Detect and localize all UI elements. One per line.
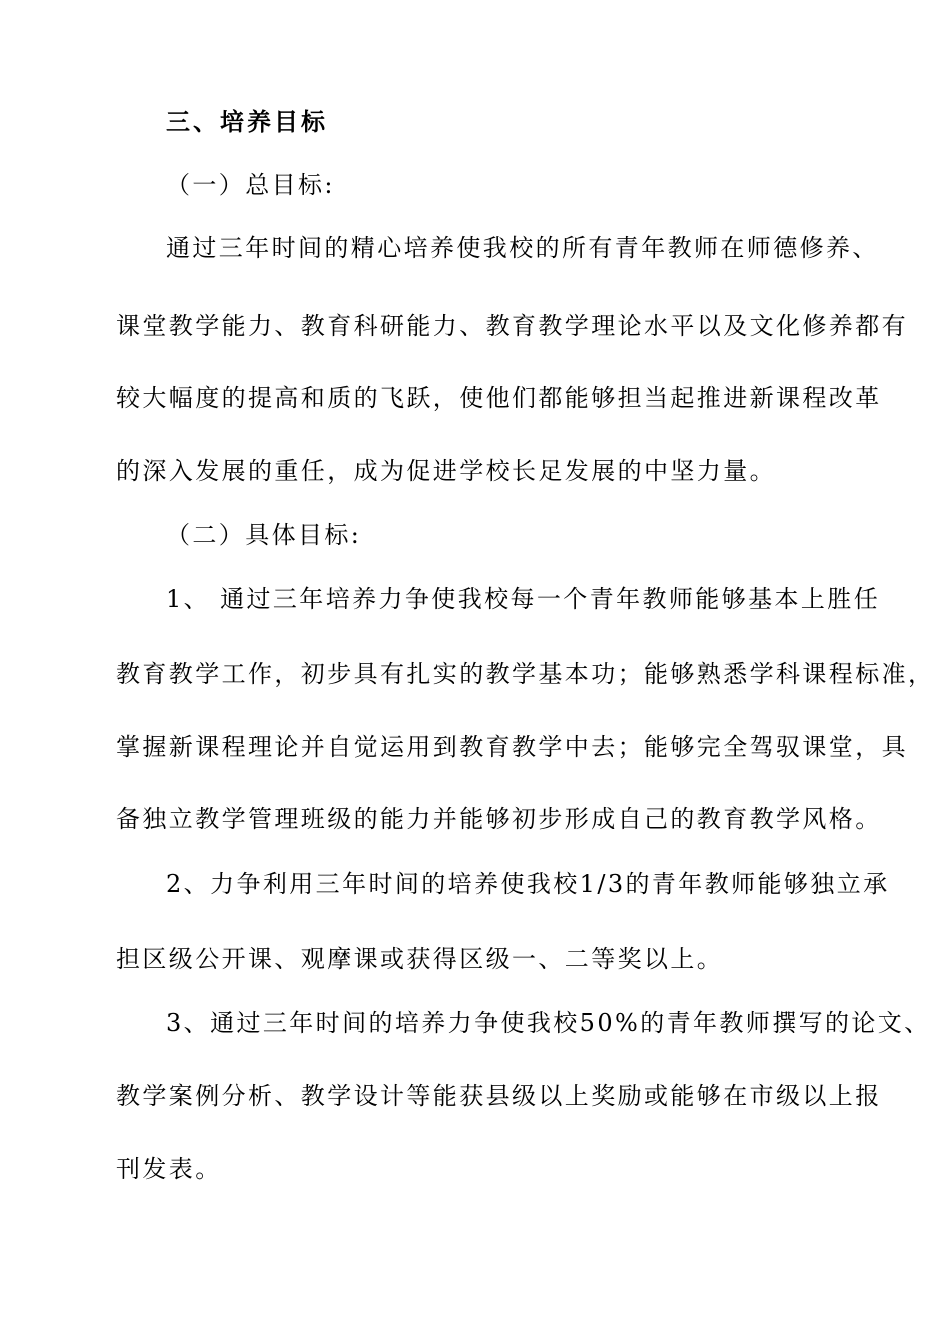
subheading-general-goal: （一）总目标:	[166, 171, 335, 199]
list-item-line: 掌握新课程理论并自觉运用到教育教学中去；能够完全驾驭课堂，具	[116, 733, 908, 761]
paragraph-line: 较大幅度的提高和质的飞跃，使他们都能够担当起推进新课程改革	[116, 384, 882, 412]
paragraph-line: 课堂教学能力、教育科研能力、教育教学理论水平以及文化修养都有	[116, 312, 908, 340]
list-item-line: 2、力争利用三年时间的培养使我校1/3的青年教师能够独立承	[166, 870, 890, 898]
list-item-line: 担区级公开课、观摩课或获得区级一、二等奖以上。	[116, 945, 724, 973]
list-item-line: 教学案例分析、教学设计等能获县级以上奖励或能够在市级以上报	[116, 1082, 882, 1110]
list-item-line: 刊发表。	[116, 1155, 222, 1183]
subheading-specific-goals: （二）具体目标:	[166, 521, 362, 549]
list-item-line: 备独立教学管理班级的能力并能够初步形成自己的教育教学风格。	[116, 805, 882, 833]
paragraph-line: 通过三年时间的精心培养使我校的所有青年教师在师德修养、	[166, 234, 879, 262]
list-item-line: 教育教学工作，初步具有扎实的教学基本功；能够熟悉学科课程标准，	[116, 660, 935, 688]
section-heading: 三、培养目标	[166, 107, 328, 136]
list-item-line: 3、通过三年时间的培养力争使我校50%的青年教师撰写的论文、	[166, 1009, 931, 1037]
list-item-line: 1、 通过三年培养力争使我校每一个青年教师能够基本上胜任	[166, 585, 881, 613]
paragraph-line: 的深入发展的重任，成为促进学校长足发展的中坚力量。	[116, 457, 776, 485]
